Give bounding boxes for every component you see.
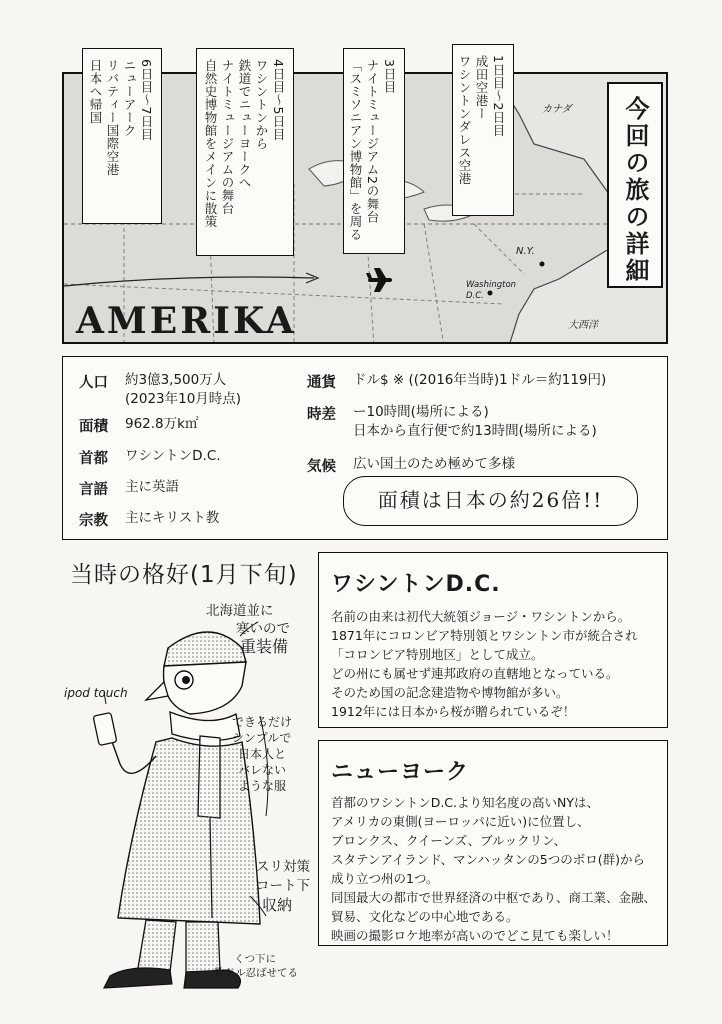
itinerary-day: 3日目	[382, 59, 397, 94]
itinerary-line: ニューアーク	[122, 59, 137, 137]
itinerary-card-day1-2	[452, 44, 514, 216]
climate-value: 広い国土のため極めて多様	[353, 456, 515, 472]
itinerary-line: ナイトミュージアムの舞台	[220, 59, 235, 215]
timediff-value: ー10時間(場所による)	[353, 404, 489, 420]
ny-line: アメリカの東側(ヨーロッパに近い)に位置し、	[331, 814, 590, 829]
language-value: 主に英語	[125, 479, 179, 495]
dc-line: 名前の由来は初代大統領ジョージ・ワシントンから。	[331, 609, 631, 624]
dc-line: 1912年には日本から桜が贈られているぞ！	[331, 704, 576, 719]
dc-line: 1871年にコロンビア特別領とワシントン市が統合され	[331, 628, 638, 643]
climate-label: 気候	[307, 459, 336, 475]
label-atlantic: 大西洋	[568, 320, 598, 331]
note-warm-gear: 北海道並に 寒いので 重装備	[206, 603, 290, 656]
country-name: AMERIKA	[76, 300, 297, 342]
population-value: 約3億3,500万人	[125, 372, 227, 388]
dc-line: そのため国の記念建造物や博物館が多い。	[331, 685, 569, 700]
currency-label: 通貨	[307, 375, 336, 391]
dc-section	[318, 552, 668, 728]
label-ny: N.Y.	[516, 246, 535, 257]
capital-value: ワシントンD.C.	[125, 448, 221, 464]
trip-details-title: 今回の旅の詳細	[607, 82, 663, 288]
ny-line: スタテンアイランド、マンハッタンの5つのボロ(群)から	[331, 852, 645, 867]
itinerary-line: ワシントンから	[254, 59, 269, 150]
itinerary-line: リバティー国際空港	[105, 59, 120, 176]
itinerary-card-day3	[343, 48, 405, 254]
language-label: 言語	[79, 482, 108, 498]
itinerary-line: 日本へ帰国	[88, 59, 103, 124]
note-socks: くつ下に 数ドル忍ばせてる	[214, 953, 298, 979]
ny-line: 首都のワシントンD.C.より知名度の高いNYは、	[331, 795, 599, 810]
religion-label: 宗教	[79, 513, 108, 529]
note-pickpocket: スリ対策 コート下 収納	[256, 859, 310, 914]
timediff-label: 時差	[307, 407, 336, 423]
outfit-title: 当時の格好(1月下旬)	[70, 562, 298, 588]
religion-value: 主にキリスト教	[125, 510, 220, 526]
itinerary-day: 4日目〜5日目	[271, 59, 286, 141]
area-value: 962.8万k㎡	[125, 416, 199, 432]
label-canada: カナダ	[542, 104, 572, 115]
capital-label: 首都	[79, 451, 108, 467]
itinerary-line: 成田空港ー	[474, 55, 489, 120]
itinerary-line: ナイトミュージアム2の舞台	[365, 59, 380, 224]
ny-line: 貿易、文化などの中心地である。	[331, 909, 519, 924]
ny-line: 同国最大の都市で世界経済の中枢であり、商工業、金融、	[331, 890, 657, 905]
note-ipod: ipod touch	[64, 686, 128, 700]
itinerary-card-day6-7	[82, 48, 162, 224]
itinerary-card-day4-5	[196, 48, 294, 256]
currency-value: ドル$ ※ ((2016年当時)1ドル＝約119円)	[353, 372, 607, 388]
area-label: 面積	[79, 419, 108, 435]
dc-line: 「コロンビア特別地区」として成立。	[331, 647, 544, 662]
label-washington: Washington D.C.	[466, 280, 517, 301]
population-note: (2023年10月時点)	[125, 391, 242, 407]
itinerary-day: 6日目〜7日目	[139, 59, 154, 141]
ny-title: ニューヨーク	[331, 760, 470, 785]
pigeon-character-illustration	[60, 596, 310, 1004]
note-simple-clothes: できるだけ シンプルで 日本人と バレない ような服	[232, 715, 293, 793]
itinerary-line: 鉄道でニューヨークへ	[237, 59, 252, 189]
ny-section	[318, 740, 668, 946]
population-label: 人口	[79, 375, 108, 391]
itinerary-day: 1日目〜2日目	[491, 55, 506, 137]
dc-line: どの州にも属せず連邦政府の直轄地となっている。	[331, 666, 619, 681]
itinerary-line: ワシントンダレス空港	[457, 55, 472, 185]
dc-title: ワシントンD.C.	[331, 572, 501, 597]
ny-line: ブロンクス、クイーンズ、ブルックリン、	[331, 833, 567, 848]
ny-line: 映画の撮影ロケ地率が高いのでどこ見ても楽しい！	[331, 928, 619, 943]
area-comparison-bubble: 面積は日本の約26倍!!	[343, 476, 638, 526]
itinerary-line: 「スミソニアン博物館」を周る	[348, 59, 363, 241]
ny-line: 成り立つ州の1つ。	[331, 871, 439, 886]
timediff-note: 日本から直行便で約13時間(場所による)	[353, 423, 597, 439]
itinerary-line: 自然史博物館をメインに散策	[203, 59, 218, 228]
